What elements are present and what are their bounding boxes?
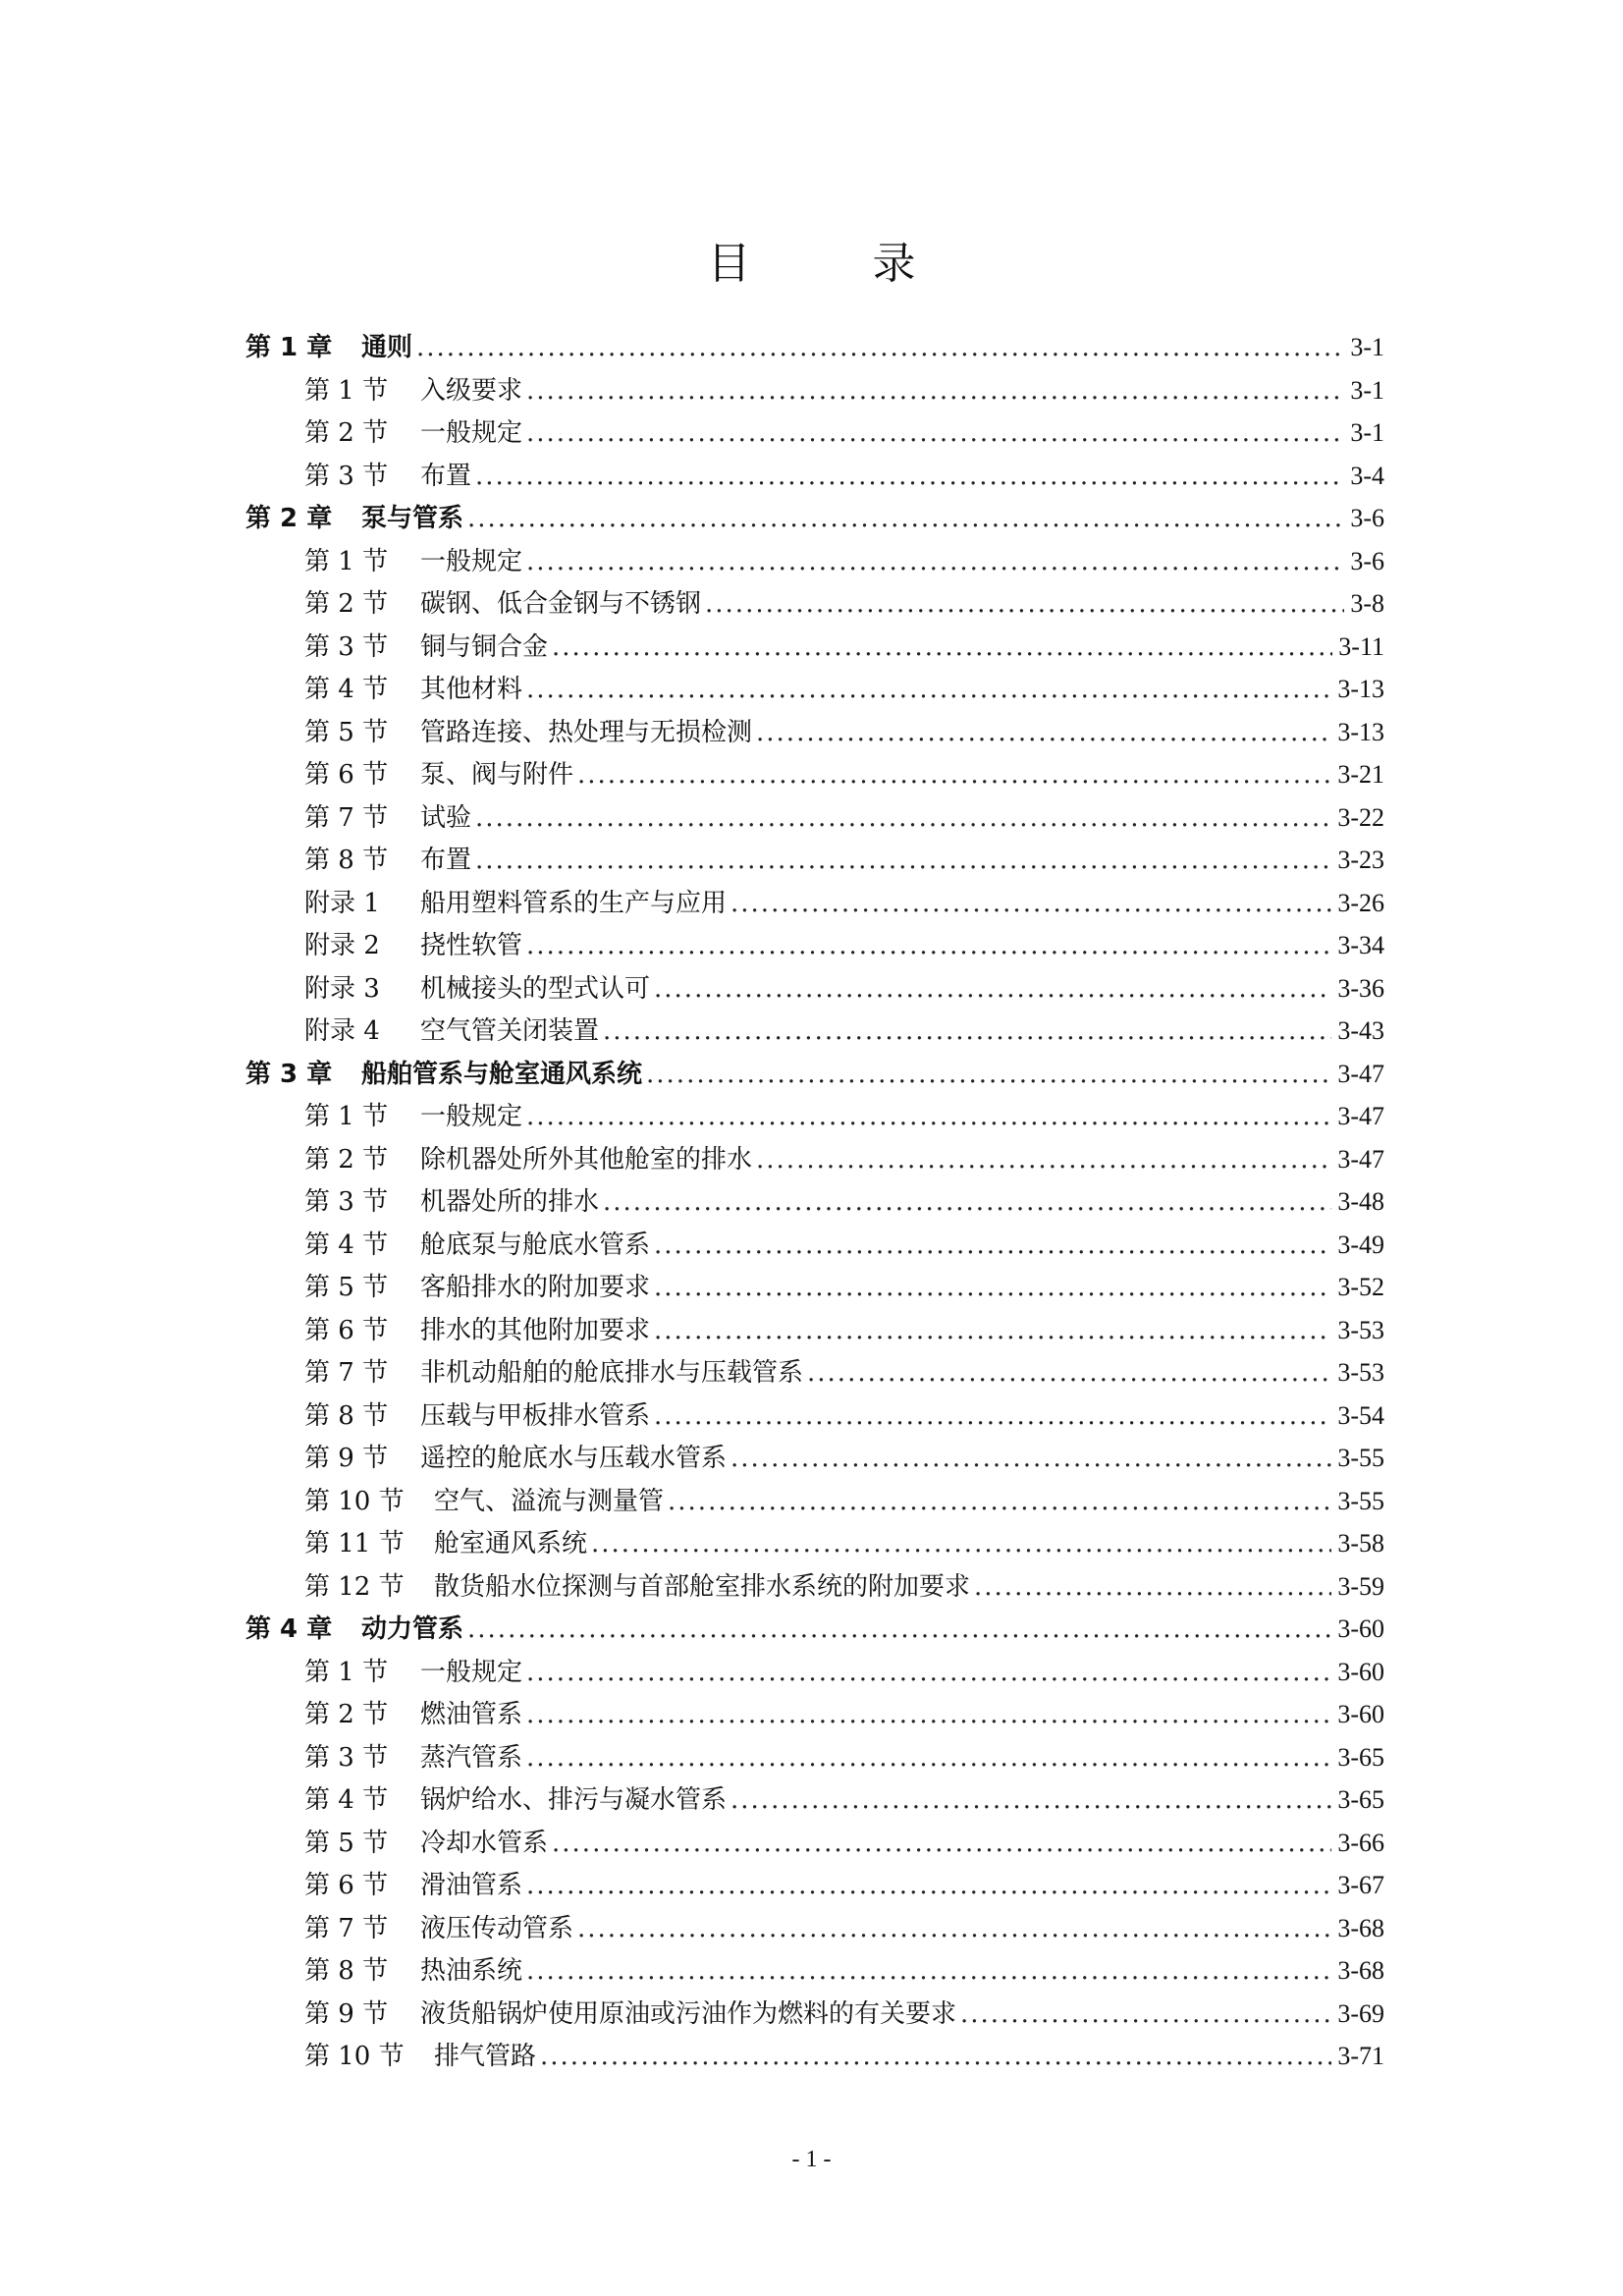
toc-entry-title: 舱室通风系统 <box>434 1529 588 1558</box>
toc-entry-title: 布置 <box>420 846 472 875</box>
toc-section-entry[interactable] <box>245 1822 1384 1865</box>
dot-leader <box>475 797 1331 841</box>
toc-entry-number: 第 1 节 <box>304 1657 389 1687</box>
toc-section-entry[interactable] <box>245 796 1384 840</box>
toc-entry-page: 3-68 <box>1337 1913 1384 1942</box>
toc-entry-page: 3-60 <box>1337 1614 1384 1643</box>
toc-entry-number: 第 6 节 <box>304 1315 389 1345</box>
toc-entry-title: 管路连接、热处理与无损检测 <box>420 717 753 747</box>
dot-leader <box>577 754 1331 797</box>
toc-entry-page: 3-53 <box>1337 1358 1384 1387</box>
toc-entry-title: 动力管系 <box>361 1614 464 1644</box>
dot-leader <box>526 1694 1331 1737</box>
toc-entry-title: 一般规定 <box>420 1657 523 1687</box>
dot-leader <box>654 1395 1331 1439</box>
toc-entry-title: 挠性软管 <box>420 931 523 960</box>
toc-entry-page: 3-60 <box>1337 1657 1384 1686</box>
toc-entry-number: 第 6 节 <box>304 1871 389 1900</box>
toc-entry-number: 第 3 章 <box>245 1059 333 1089</box>
toc-entry-number: 第 8 节 <box>304 846 389 875</box>
toc-section-entry[interactable] <box>245 1138 1384 1181</box>
toc-section-entry[interactable] <box>245 1949 1384 1993</box>
toc-entry-number: 第 4 节 <box>304 1230 389 1260</box>
dot-leader <box>526 541 1344 584</box>
toc-entry-number: 第 5 节 <box>304 1828 389 1858</box>
toc-entry-page: 3-67 <box>1337 1871 1384 1899</box>
toc-entry-page: 3-47 <box>1337 1102 1384 1130</box>
toc-entry-page: 3-55 <box>1337 1486 1384 1515</box>
toc-entry-number: 第 3 节 <box>304 1742 389 1773</box>
toc-section-entry[interactable] <box>245 1864 1384 1907</box>
toc-section-entry[interactable] <box>245 1266 1384 1309</box>
dot-leader <box>467 498 1344 541</box>
toc-entry-number: 第 8 节 <box>304 1400 389 1431</box>
dot-leader <box>526 925 1331 968</box>
toc-entry-page: 3-22 <box>1337 802 1384 832</box>
toc-section-entry[interactable] <box>245 1778 1384 1822</box>
toc-entry-number: 第 10 节 <box>304 1486 405 1516</box>
toc-entry-number: 第 2 节 <box>304 418 389 448</box>
toc-entry-number: 第 1 节 <box>304 375 389 406</box>
dot-leader <box>756 1139 1331 1182</box>
toc-entry-page: 3-59 <box>1337 1571 1384 1601</box>
toc-chapter-entry[interactable] <box>245 1608 1384 1651</box>
dot-leader <box>974 1566 1331 1610</box>
toc-entry-number: 附录 4 <box>304 1016 380 1046</box>
toc-entry-number: 第 10 节 <box>304 2042 405 2071</box>
toc-entry-title: 一般规定 <box>420 546 523 576</box>
toc-entry-title: 碳钢、低合金钢与不锈钢 <box>420 589 702 619</box>
toc-entry-number: 第 7 节 <box>304 1913 389 1943</box>
toc-section-entry[interactable] <box>245 1309 1384 1352</box>
dot-leader <box>603 1181 1331 1225</box>
toc-entry-title: 除机器处所外其他舱室的排水 <box>420 1144 753 1175</box>
dot-leader <box>552 627 1332 670</box>
toc-entry-title: 一般规定 <box>420 418 523 448</box>
toc-entry-title: 散货船水位探测与首部舱室排水系统的附加要求 <box>434 1571 971 1602</box>
toc-entry-number: 第 2 节 <box>304 1700 389 1729</box>
toc-entry-title: 空气、溢流与测量管 <box>434 1486 665 1516</box>
dot-leader <box>467 1609 1331 1652</box>
dot-leader <box>705 583 1344 627</box>
toc-entry-page: 3-11 <box>1338 631 1384 661</box>
toc-entry-title: 遥控的舱底水与压载水管系 <box>420 1444 728 1473</box>
toc-section-entry[interactable] <box>245 668 1384 711</box>
toc-entry-page: 3-65 <box>1337 1785 1384 1814</box>
toc-section-entry[interactable] <box>245 967 1384 1011</box>
toc-section-entry[interactable] <box>245 1993 1384 2036</box>
toc-section-entry[interactable] <box>245 540 1384 583</box>
toc-entry-number: 第 1 节 <box>304 1102 389 1131</box>
toc-section-entry[interactable] <box>245 1907 1384 1950</box>
toc-entry-title: 入级要求 <box>420 375 523 406</box>
toc-entry-number: 附录 2 <box>304 931 380 960</box>
dot-leader <box>526 370 1344 413</box>
toc-entry-page: 3-6 <box>1350 546 1384 575</box>
toc-entry-title: 滑油管系 <box>420 1871 523 1900</box>
toc-section-entry[interactable] <box>245 1351 1384 1394</box>
toc-entry-title: 液压传动管系 <box>420 1913 574 1943</box>
toc-section-entry[interactable] <box>245 924 1384 967</box>
toc-entry-number: 第 2 节 <box>304 1144 389 1175</box>
dot-leader <box>654 1225 1331 1268</box>
dot-leader <box>960 1994 1331 2037</box>
dot-leader <box>807 1352 1331 1395</box>
dot-leader <box>730 1438 1331 1481</box>
toc-entry-page: 3-34 <box>1337 931 1384 959</box>
toc-entry-title: 船用塑料管系的生产与应用 <box>420 888 728 918</box>
toc-entry-number: 第 8 节 <box>304 1956 389 1986</box>
toc-entry-page: 3-49 <box>1337 1230 1384 1259</box>
dot-leader <box>646 1054 1331 1097</box>
toc-entry-page: 3-6 <box>1350 504 1384 532</box>
dot-leader <box>475 840 1331 883</box>
toc-entry-number: 第 12 节 <box>304 1571 405 1602</box>
dot-leader <box>654 1267 1331 1310</box>
toc-entry-number: 第 2 节 <box>304 589 389 619</box>
toc-section-entry[interactable] <box>245 882 1384 925</box>
dot-leader <box>526 412 1344 456</box>
toc-entry-number: 第 1 节 <box>304 546 389 576</box>
dot-leader <box>603 1011 1331 1054</box>
toc-entry-page: 3-8 <box>1350 589 1384 618</box>
page-number: - 1 - <box>791 2147 832 2172</box>
toc-entry-page: 3-13 <box>1337 717 1384 746</box>
dot-leader <box>526 1096 1331 1139</box>
toc-section-entry[interactable] <box>245 839 1384 882</box>
table-of-contents <box>245 326 1384 2078</box>
toc-section-entry[interactable] <box>245 711 1384 754</box>
toc-entry-number: 第 9 节 <box>304 1444 389 1473</box>
toc-entry-page: 3-1 <box>1350 418 1384 447</box>
toc-entry-number: 第 7 节 <box>304 802 389 833</box>
toc-entry-title: 锅炉给水、排污与凝水管系 <box>420 1785 728 1815</box>
toc-entry-number: 第 4 章 <box>245 1614 333 1644</box>
toc-entry-page: 3-69 <box>1337 1998 1384 2028</box>
toc-entry-title: 机器处所的排水 <box>420 1187 600 1217</box>
dot-leader <box>591 1523 1331 1566</box>
dot-leader <box>577 1908 1331 1951</box>
toc-entry-title: 泵与管系 <box>361 504 464 533</box>
dot-leader <box>526 669 1331 712</box>
toc-entry-number: 第 4 节 <box>304 1785 389 1815</box>
toc-section-entry[interactable] <box>245 1565 1384 1609</box>
dot-leader <box>654 968 1331 1011</box>
toc-section-entry[interactable] <box>245 411 1384 455</box>
toc-entry-page: 3-68 <box>1337 1956 1384 1985</box>
toc-entry-title: 其他材料 <box>420 675 523 704</box>
dot-leader <box>526 1737 1331 1780</box>
toc-entry-page: 3-13 <box>1337 675 1384 703</box>
toc-entry-page: 3-26 <box>1337 888 1384 917</box>
toc-entry-title: 热油系统 <box>420 1956 523 1986</box>
toc-section-entry[interactable] <box>245 1010 1384 1053</box>
toc-entry-title: 蒸汽管系 <box>420 1742 523 1773</box>
toc-section-entry[interactable] <box>245 1095 1384 1138</box>
toc-entry-page: 3-52 <box>1337 1273 1384 1301</box>
toc-entry-page: 3-43 <box>1337 1016 1384 1045</box>
toc-entry-title: 船舶管系与舱室通风系统 <box>361 1059 643 1089</box>
toc-entry-page: 3-60 <box>1337 1700 1384 1728</box>
toc-entry-page: 3-71 <box>1337 2042 1384 2070</box>
dot-leader <box>668 1481 1331 1524</box>
toc-section-entry[interactable] <box>245 1437 1384 1480</box>
toc-entry-number: 第 4 节 <box>304 675 389 704</box>
dot-leader <box>416 327 1344 370</box>
dot-leader <box>552 1823 1331 1866</box>
toc-entry-number: 第 3 节 <box>304 1187 389 1217</box>
toc-entry-page: 3-1 <box>1350 333 1384 361</box>
toc-chapter-entry[interactable] <box>245 1053 1384 1096</box>
dot-leader <box>540 2036 1331 2079</box>
toc-entry-title: 一般规定 <box>420 1102 523 1131</box>
toc-entry-title: 非机动船舶的舱底排水与压载管系 <box>420 1358 804 1388</box>
toc-entry-title: 排气管路 <box>434 2042 537 2071</box>
toc-section-entry[interactable] <box>245 1736 1384 1779</box>
toc-section-entry[interactable] <box>245 582 1384 626</box>
toc-section-entry[interactable] <box>245 2035 1384 2078</box>
toc-entry-number: 附录 1 <box>304 888 380 918</box>
toc-entry-number: 第 6 节 <box>304 760 389 790</box>
toc-entry-page: 3-4 <box>1350 461 1384 490</box>
toc-section-entry[interactable] <box>245 1180 1384 1224</box>
toc-section-entry[interactable] <box>245 1693 1384 1736</box>
toc-entry-page: 3-48 <box>1337 1187 1384 1216</box>
toc-entry-title: 试验 <box>420 802 472 833</box>
toc-entry-number: 第 3 节 <box>304 631 389 662</box>
toc-entry-number: 第 9 节 <box>304 1998 389 2029</box>
toc-entry-number: 第 2 章 <box>245 504 333 533</box>
toc-section-entry[interactable] <box>245 753 1384 796</box>
toc-entry-title: 舱底泵与舱底水管系 <box>420 1230 651 1260</box>
toc-entry-title: 布置 <box>420 461 472 491</box>
toc-entry-page: 3-65 <box>1337 1742 1384 1772</box>
toc-section-entry[interactable] <box>245 1522 1384 1565</box>
toc-entry-title: 液货船锅炉使用原油或污油作为燃料的有关要求 <box>420 1998 957 2029</box>
toc-entry-page: 3-55 <box>1337 1444 1384 1472</box>
toc-chapter-entry[interactable] <box>245 326 1384 369</box>
toc-section-entry[interactable] <box>245 1480 1384 1523</box>
toc-entry-page: 3-66 <box>1337 1828 1384 1857</box>
toc-entry-title: 泵、阀与附件 <box>420 760 574 790</box>
toc-entry-number: 第 5 节 <box>304 717 389 747</box>
toc-section-entry[interactable] <box>245 626 1384 669</box>
toc-section-entry[interactable] <box>245 1651 1384 1694</box>
toc-entry-title: 压载与甲板排水管系 <box>420 1400 651 1431</box>
toc-entry-number: 附录 3 <box>304 973 380 1004</box>
toc-chapter-entry[interactable] <box>245 497 1384 540</box>
toc-entry-page: 3-47 <box>1337 1144 1384 1174</box>
toc-entry-title: 机械接头的型式认可 <box>420 973 651 1004</box>
dot-leader <box>475 456 1344 499</box>
toc-entry-page: 3-54 <box>1337 1400 1384 1430</box>
dot-leader <box>756 712 1331 755</box>
toc-entry-title: 铜与铜合金 <box>420 631 549 662</box>
dot-leader <box>654 1310 1331 1353</box>
toc-entry-number: 第 3 节 <box>304 461 389 491</box>
toc-entry-title: 燃油管系 <box>420 1700 523 1729</box>
toc-entry-page: 3-53 <box>1337 1315 1384 1344</box>
toc-entry-title: 冷却水管系 <box>420 1828 549 1858</box>
toc-entry-number: 第 5 节 <box>304 1273 389 1302</box>
toc-section-entry[interactable] <box>245 1224 1384 1267</box>
toc-section-entry[interactable] <box>245 369 1384 412</box>
toc-section-entry[interactable] <box>245 1394 1384 1438</box>
toc-entry-number: 第 1 章 <box>245 333 333 362</box>
toc-entry-page: 3-1 <box>1350 375 1384 405</box>
dot-leader <box>526 1652 1331 1695</box>
dot-leader <box>730 883 1331 926</box>
dot-leader <box>730 1779 1331 1823</box>
dot-leader <box>526 1865 1331 1908</box>
page-title: 目 录 <box>707 239 955 290</box>
toc-entry-page: 3-21 <box>1337 760 1384 789</box>
toc-entry-page: 3-58 <box>1337 1529 1384 1558</box>
toc-entry-page: 3-36 <box>1337 973 1384 1003</box>
toc-section-entry[interactable] <box>245 455 1384 498</box>
toc-entry-page: 3-47 <box>1337 1059 1384 1088</box>
toc-entry-title: 排水的其他附加要求 <box>420 1315 651 1345</box>
toc-entry-number: 第 11 节 <box>304 1529 405 1558</box>
toc-entry-title: 客船排水的附加要求 <box>420 1273 651 1302</box>
toc-entry-page: 3-23 <box>1337 846 1384 874</box>
toc-entry-title: 通则 <box>361 333 413 362</box>
dot-leader <box>526 1950 1331 1994</box>
toc-entry-title: 空气管关闭装置 <box>420 1016 600 1046</box>
toc-entry-number: 第 7 节 <box>304 1358 389 1388</box>
